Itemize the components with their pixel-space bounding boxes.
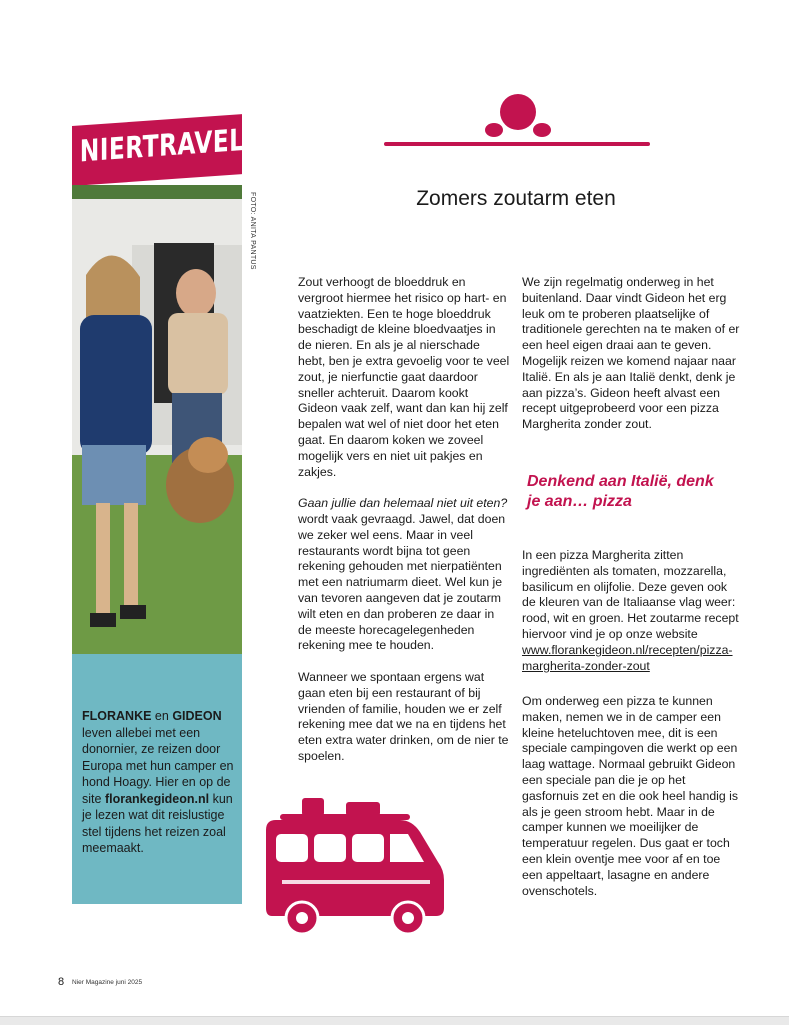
section-label-banner: [72, 114, 245, 186]
info-text-part1: leven allebei met een donornier, ze reizen door Europa met hun camper en hond Hoagy. Hier en op de site: [82, 725, 234, 806]
column-right-bottom: [522, 694, 740, 915]
photo-credit-area: [246, 192, 258, 272]
decorative-ornament-icon: [380, 92, 652, 152]
column-right-middle: [522, 548, 740, 690]
paragraph: Om onderweg een pizza te kunnen maken, nemen we in de camper een kleine heteluchtoven mee, dit is een speciale campingoven die werkt op een laag wattage. Normaal gebruikt Gideon een speciale pan die je op het gasfornuis zet en die ook heel handig is als je geen stroom hebt. Maar in de camper kunnen we moeilijker de temperatuur regelen. Dus gaat er toch een klein oventje mee voor af en toe een appeltaart, lasagne en andere ovenschotels.: [522, 694, 739, 898]
paragraph: Wanneer we spontaan ergens wat gaan eten bij een restaurant of bij vrienden of familie, houden we er zelf rekening mee dat we na en tijdens het eten extra water drinken, om de nier te spoelen.: [298, 669, 509, 763]
recipe-link[interactable]: www.florankegideon.nl/recepten/pizza-margherita-zonder-zout: [522, 642, 733, 673]
paragraph: Zout verhoogt de bloeddruk en vergroot hiermee het risico op hart- en vaatziekten. Een te hoge bloeddruk beschadigt de kleine bloedvaatjes in de nieren. En als je al nierschade hebt, ben je extra gevoelig voor te veel zout, je nierfunctie gaat daardoor sneller achteruit. Daarom kookt Gideon vaak zelf, want dan kan hij zelf bepalen wat wel of niet door het eten gaat. En daarom koken we zoveel mogelijk vers en niet uit pakjes en zakjes.: [298, 275, 510, 479]
page-number: 8: [58, 976, 65, 988]
info-text-part2: kun je lezen wat dit reislustige stel tijdens het reizen zoal meemaakt.: [82, 791, 233, 855]
article-title: Zomers zoutarm eten: [416, 187, 616, 210]
site-link[interactable]: florankegideon.nl: [104, 791, 210, 806]
photo-credit: FOTO: ANITA PANTUS: [249, 192, 256, 270]
info-box-text: [82, 708, 238, 857]
paragraph-rest: wordt vaak gevraagd. Jawel, dat doen we zeker wel eens. Maar in veel restaurants wordt bijna tot geen rekening gehouden met nierpatiënten met een natriumarm dieet. Wel kun je van tevoren aangeven dat je zoutarm wilt eten en dan proberen ze daar in de meeste horecagelegenheden rekening mee te houden.: [298, 511, 506, 653]
couple-photo: [72, 185, 242, 657]
paragraph: [298, 496, 510, 654]
paragraph: We zijn regelmatig onderweg in het buitenland. Daar vindt Gideon het erg leuk om te proberen plaatselijke of traditionele gerechten na te maken of er een heel eigen draai aan te geven. Mogelijk reizen we komend najaar naar Italië. En als je aan Italië denkt, denk je aan pizza’s. Gideon heeft alvast een recept uitgeprobeerd voor een pizza Margherita zonder zout.: [522, 275, 740, 432]
magazine-footer: Nier Magazine juni 2025: [72, 979, 143, 986]
section-label: NIERTRAVEL: [79, 122, 245, 170]
name-gideon: GIDEON: [172, 709, 222, 723]
column-left: [298, 275, 510, 781]
paragraph: [522, 548, 740, 674]
column-right-top: [522, 275, 740, 449]
paragraph-text: In een pizza Margherita zitten ingrediënten als tomaten, mozzarella, basilicum en olijfolie. Deze geven ook de kleuren van de Italiaanse vlag weer: rood, wit en groen. Het zoutarme recept hiervoor vind je op onze website: [522, 548, 739, 641]
conjunction: en: [151, 709, 173, 723]
name-floranke: FLORANKE: [82, 709, 152, 723]
subheading: Denkend aan Italië, denk je aan… pizza: [527, 473, 714, 510]
camper-van-icon: [262, 796, 448, 936]
question-text: Gaan jullie dan helemaal niet uit eten?: [298, 496, 508, 511]
